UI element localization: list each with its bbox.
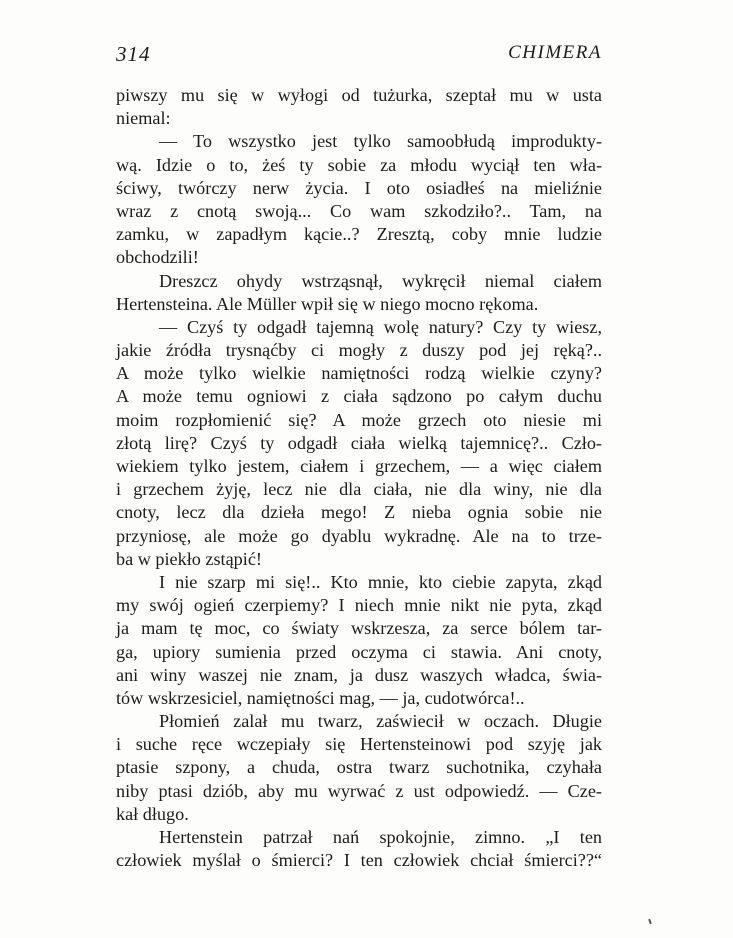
text-line: I nie szarp mi się!.. Kto mnie, kto ciebie zapyta, zkąd (159, 571, 602, 592)
text-line: ba w piekło zstąpić! (116, 548, 262, 569)
body-text (116, 84, 602, 872)
text-line: Dreszcz ohydy wstrząsnął, wykręcił niemal ciałem (159, 270, 602, 291)
text-line: niby ptasi dziób, aby mu wyrwać z ust odpowiedź. — Cze- (116, 780, 602, 801)
text-line: przyniosę, ale może go dyablu wykradnę. Ale na to trze- (116, 525, 602, 546)
page-header (116, 40, 602, 70)
text-line: wą. Idzie o to, żeś ty sobie za młodu wyciął ten wła- (116, 154, 602, 175)
text-line: obchodzili! (116, 247, 199, 268)
text-line: A może temu ogniowi z ciała sądzono po całym duchu (116, 386, 602, 407)
text-line: ga, upiory sumienia przed oczyma ci stawia. Ani cnoty, (116, 641, 602, 662)
text-line: Płomień zalał mu twarz, zaświecił w oczach. Długie (159, 711, 602, 732)
text-line: tów wskrzesiciel, namiętności mag, — ja, cudotwórca!.. (116, 687, 525, 708)
text-line: ja mam tę moc, co światy wskrzesza, za serce bólem tar- (116, 618, 602, 639)
running-title: CHIMERA (508, 42, 602, 63)
text-line: złotą lirę? Czyś ty odgadł ciała wielką tajemnicę?.. Czło- (116, 432, 602, 453)
page-number: 314 (116, 42, 151, 66)
text-line: ptasie szpony, a chuda, ostra twarz suchotnika, czyhała (116, 757, 602, 778)
text-line: my swój ogień czerpiemy? I niech mnie nikt nie pyta, zkąd (116, 595, 602, 616)
text-line: A może tylko wielkie namiętności rodzą wielkie czyny? (116, 363, 602, 384)
text-line: niemal: (116, 108, 171, 129)
text-line: — Czyś ty odgadł tajemną wolę natury? Czy ty wiesz, (159, 316, 602, 337)
text-line: — To wszystko jest tylko samoobłudą improdukty- (159, 131, 602, 152)
print-speck (648, 919, 652, 924)
text-line: wiekiem tylko jestem, ciałem i grzechem, — a więc ciałem (116, 456, 602, 476)
text-line: cnoty, lecz dla dzieła mego! Z nieba ognia sobie nie (116, 502, 602, 523)
text-line: kał długo. (116, 803, 189, 824)
text-line: jakie źródła trysnąćby ci mogły z duszy pod jej ręką?.. (116, 340, 602, 361)
text-line: wraz z cnotą swoją... Co wam szkodziło?.. Tam, na (116, 200, 602, 221)
text-line: ani winy waszej nie znam, ja dusz waszych władca, świa- (116, 664, 602, 685)
text-line: Hertenstein patrzał nań spokojnie, zimno. „I ten (159, 827, 602, 847)
text-line: moim rozpłomienić się? A może grzech oto niesie mi (116, 409, 602, 430)
text-line: ściwy, twórczy nerw życia. I oto osiadłeś na mieliźnie (116, 177, 602, 198)
text-line: zamku, w zapadłym kącie..? Zresztą, coby mnie ludzie (116, 224, 602, 245)
text-line: Hertensteina. Ale Müller wpił się w niego mocno rękoma. (116, 293, 539, 314)
text-line: piwszy mu się w wyłogi od tużurka, szeptał mu w usta (116, 85, 602, 105)
text-line: człowiek myślał o śmierci? I ten człowiek chciał śmierci??“ (116, 850, 602, 871)
text-line: i grzechem żyję, lecz nie dla ciała, nie dla winy, nie dla (116, 479, 602, 500)
text-line: i suche ręce wczepiały się Hertensteinowi pod szyję jak (116, 734, 602, 755)
